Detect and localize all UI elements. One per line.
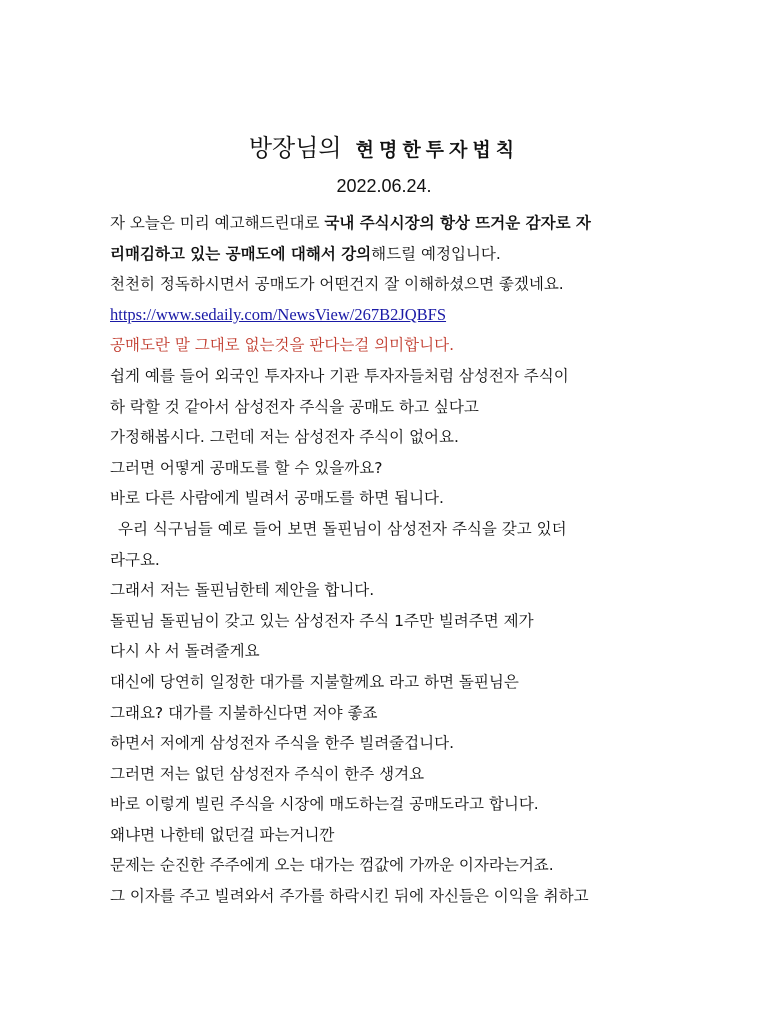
paragraph-line: 왜냐면 나한테 없던걸 파는거니깐 <box>110 825 335 844</box>
paragraph-line: 문제는 순진한 주주에게 오는 대가는 껌값에 가까운 이자라는거죠. <box>110 856 554 875</box>
paragraph-line <box>110 300 662 331</box>
paragraph-line: 바로 이렇게 빌린 주식을 시장에 매도하는걸 공매도라고 합니다. <box>110 795 539 814</box>
document-body <box>110 208 662 912</box>
paragraph-line: 천천히 정독하시면서 공매도가 어떤건지 잘 이해하셨으면 좋겠네요. <box>110 275 564 294</box>
highlight-line: 공매도란 말 그대로 없는것을 판다는걸 의미합니다. <box>110 336 454 355</box>
news-link[interactable]: https://www.sedaily.com/NewsView/267B2JQBFS <box>110 304 447 324</box>
paragraph-line: 우리 식구님들 예로 들어 보면 돌핀님이 삼성전자 주식을 갖고 있더 <box>118 519 567 538</box>
paragraph-line: 하 락할 것 같아서 삼성전자 주식을 공매도 하고 싶다고 <box>110 397 479 416</box>
text-span: 해드릴 예정입니다. <box>371 244 501 263</box>
document-date: 2022.06.24. <box>336 176 432 196</box>
bold-text: 리매김하고 있는 공매도에 대해서 강의 <box>110 244 372 263</box>
paragraph-line <box>110 208 662 239</box>
paragraph-line: 그 이자를 주고 빌려와서 주가를 하락시킨 뒤에 자신들은 이익을 취하고 <box>110 887 589 906</box>
paragraph-line: 그러면 어떻게 공매도를 할 수 있을까요? <box>110 458 383 477</box>
paragraph-line: 하면서 저에게 삼성전자 주식을 한주 빌려줄겁니다. <box>110 734 454 753</box>
paragraph-line: 대신에 당연히 일정한 대가를 지불할께요 라고 하면 돌핀님은 <box>110 672 519 691</box>
paragraph-line: 가정해봅시다. 그런데 저는 삼성전자 주식이 없어요. <box>110 428 459 447</box>
document-title <box>0 128 768 163</box>
paragraph-line: 돌핀님 돌핀님이 갖고 있는 삼성전자 주식 1주만 빌려주면 제가 <box>110 611 534 630</box>
paragraph-line: 다시 사 서 돌려줄게요 <box>110 642 260 661</box>
title-sub: 현명한투자법칙 <box>355 139 520 161</box>
title-main: 방장님의 <box>248 134 342 162</box>
paragraph-line: 그러면 저는 없던 삼성전자 주식이 한주 생겨요 <box>110 764 425 783</box>
paragraph-line: 바로 다른 사람에게 빌려서 공매도를 하면 됩니다. <box>110 489 444 508</box>
paragraph-line: 쉽게 예를 들어 외국인 투자자나 기관 투자자들처럼 삼성전자 주식이 <box>110 366 569 385</box>
paragraph-line: 라구요. <box>110 550 160 569</box>
bold-text: 국내 주식시장의 항상 뜨거운 감자로 자 <box>324 214 591 232</box>
paragraph-line: 그래요? 대가를 지불하신다면 저야 좋죠 <box>110 703 378 722</box>
paragraph-line <box>110 239 662 270</box>
text-span: 자 오늘은 미리 예고해드린대로 <box>110 214 325 232</box>
paragraph-line: 그래서 저는 돌핀님한테 제안을 합니다. <box>110 581 375 600</box>
